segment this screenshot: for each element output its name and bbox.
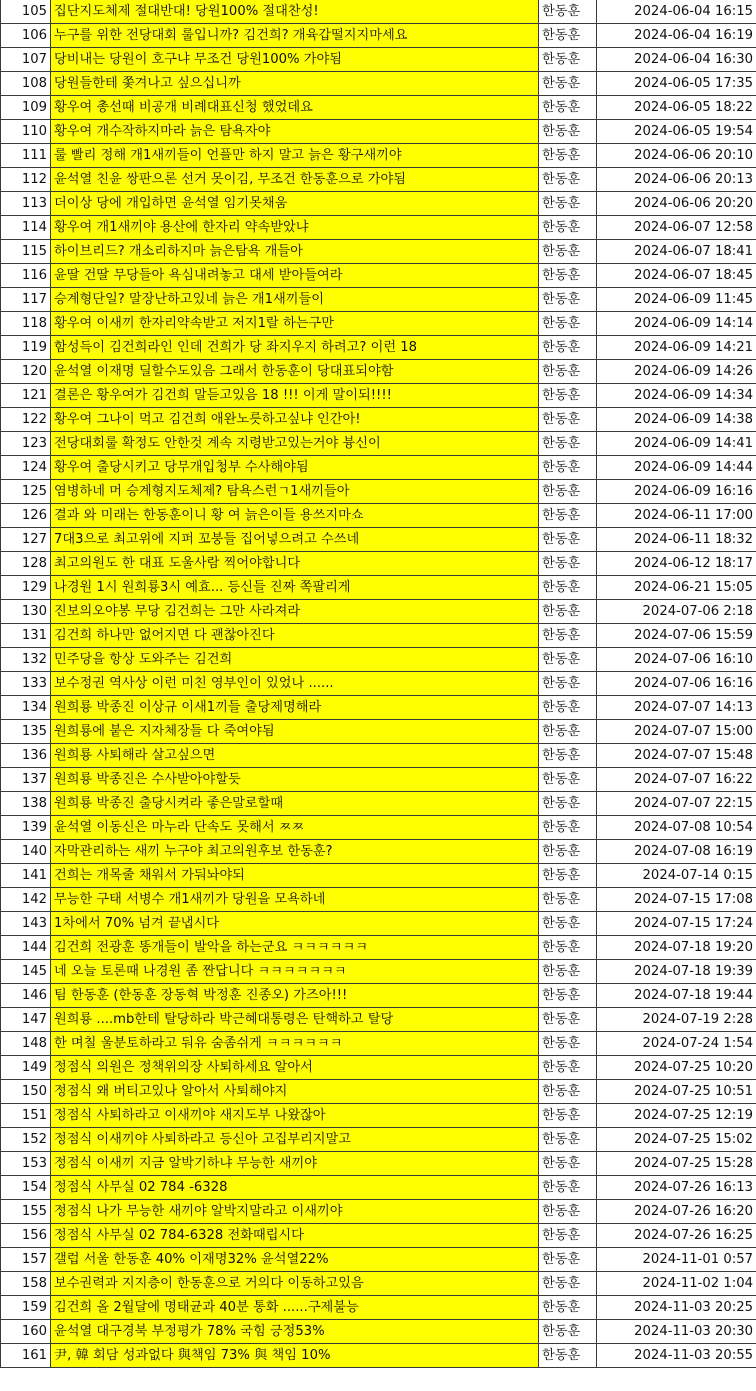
timestamp-cell: 2024-06-05 17:35 (597, 72, 756, 96)
table-row (1, 624, 756, 648)
timestamp-cell: 2024-07-07 14:13 (597, 696, 756, 720)
comment-text-cell: 누구를 위한 전당대회 룰입니까? 김건희? 개육갑떨지지마세요 (51, 24, 539, 48)
timestamp-cell: 2024-07-06 16:16 (597, 672, 756, 696)
author-name-cell: 한동훈 (539, 0, 597, 24)
timestamp-cell: 2024-06-04 16:19 (597, 24, 756, 48)
table-row (1, 24, 756, 48)
table-row (1, 1224, 756, 1248)
timestamp-cell: 2024-06-04 16:30 (597, 48, 756, 72)
comment-text-cell: 더이상 당에 개입하면 윤석열 임기못채움 (51, 192, 539, 216)
table-row (1, 744, 756, 768)
author-name-cell: 한동훈 (539, 1008, 597, 1032)
table-row (1, 1296, 756, 1320)
table-row (1, 984, 756, 1008)
timestamp-cell: 2024-07-07 15:48 (597, 744, 756, 768)
author-name-cell: 한동훈 (539, 888, 597, 912)
row-number-cell: 146 (1, 984, 51, 1008)
comment-text-cell: 원희룡에 붙은 지자체장들 다 죽여야됨 (51, 720, 539, 744)
timestamp-cell: 2024-06-05 18:22 (597, 96, 756, 120)
timestamp-cell: 2024-06-04 16:15 (597, 0, 756, 24)
row-number-cell: 125 (1, 480, 51, 504)
table-row (1, 1344, 756, 1368)
author-name-cell: 한동훈 (539, 480, 597, 504)
comment-text-cell: 황우여 그나이 먹고 김건희 애완노릇하고싶냐 인간아! (51, 408, 539, 432)
timestamp-cell: 2024-07-18 19:20 (597, 936, 756, 960)
comment-text-cell: 정점식 왜 버티고있나 알아서 사퇴해야지 (51, 1080, 539, 1104)
row-number-cell: 158 (1, 1272, 51, 1296)
row-number-cell: 137 (1, 768, 51, 792)
table-row (1, 408, 756, 432)
row-number-cell: 145 (1, 960, 51, 984)
author-name-cell: 한동훈 (539, 120, 597, 144)
author-name-cell: 한동훈 (539, 240, 597, 264)
timestamp-cell: 2024-06-07 18:45 (597, 264, 756, 288)
timestamp-cell: 2024-06-06 20:20 (597, 192, 756, 216)
author-name-cell: 한동훈 (539, 384, 597, 408)
author-name-cell: 한동훈 (539, 96, 597, 120)
comment-text-cell: 황우여 출당시키고 당무개입청부 수사해야됨 (51, 456, 539, 480)
row-number-cell: 116 (1, 264, 51, 288)
comment-text-cell: 정점식 이새끼 지금 알박기하냐 무능한 새끼야 (51, 1152, 539, 1176)
row-number-cell: 127 (1, 528, 51, 552)
table-row (1, 1032, 756, 1056)
table-row (1, 840, 756, 864)
row-number-cell: 151 (1, 1104, 51, 1128)
comment-text-cell: 황우여 이새끼 한자리약속받고 저지1랄 하는구만 (51, 312, 539, 336)
row-number-cell: 152 (1, 1128, 51, 1152)
comment-text-cell: 건희는 개목줄 채워서 가둬놔야되 (51, 864, 539, 888)
comment-text-cell: 원희룡 박종진 출당시켜라 좋은말로할때 (51, 792, 539, 816)
timestamp-cell: 2024-06-12 18:17 (597, 552, 756, 576)
timestamp-cell: 2024-07-07 22:15 (597, 792, 756, 816)
timestamp-cell: 2024-07-07 16:22 (597, 768, 756, 792)
row-number-cell: 139 (1, 816, 51, 840)
timestamp-cell: 2024-11-03 20:30 (597, 1320, 756, 1344)
row-number-cell: 154 (1, 1176, 51, 1200)
row-number-cell: 108 (1, 72, 51, 96)
table-row (1, 312, 756, 336)
table-row (1, 960, 756, 984)
row-number-cell: 115 (1, 240, 51, 264)
table-row (1, 864, 756, 888)
comment-text-cell: 원희룡 박종진은 수사받아야할듯 (51, 768, 539, 792)
author-name-cell: 한동훈 (539, 408, 597, 432)
author-name-cell: 한동훈 (539, 720, 597, 744)
timestamp-cell: 2024-07-25 10:20 (597, 1056, 756, 1080)
comment-text-cell: 진보의오야봉 무당 김건희는 그만 사라져라 (51, 600, 539, 624)
comment-text-cell: 정점식 사무실 02 784-6328 전화때립시다 (51, 1224, 539, 1248)
author-name-cell: 한동훈 (539, 288, 597, 312)
timestamp-cell: 2024-11-02 1:04 (597, 1272, 756, 1296)
row-number-cell: 135 (1, 720, 51, 744)
author-name-cell: 한동훈 (539, 360, 597, 384)
row-number-cell: 112 (1, 168, 51, 192)
table-row (1, 696, 756, 720)
author-name-cell: 한동훈 (539, 1176, 597, 1200)
table-row (1, 0, 756, 24)
author-name-cell: 한동훈 (539, 264, 597, 288)
table-row (1, 336, 756, 360)
author-name-cell: 한동훈 (539, 792, 597, 816)
row-number-cell: 117 (1, 288, 51, 312)
comment-text-cell: 황우여 개1새끼야 용산에 한자리 약속받았냐 (51, 216, 539, 240)
row-number-cell: 150 (1, 1080, 51, 1104)
comment-text-cell: 네 오늘 토론때 나경원 좀 짠답니다 ㅋㅋㅋㅋㅋㅋㅋ (51, 960, 539, 984)
comment-text-cell: 윤석열 이재명 딜할수도있음 그래서 한동훈이 당대표되야함 (51, 360, 539, 384)
author-name-cell: 한동훈 (539, 1320, 597, 1344)
row-number-cell: 122 (1, 408, 51, 432)
comment-text-cell: 보수권력과 지지층이 한동훈으로 거의다 이동하고있음 (51, 1272, 539, 1296)
table-row (1, 216, 756, 240)
comment-text-cell: 결론은 황우여가 김건희 말듣고있음 18 !!! 이게 말이되!!!! (51, 384, 539, 408)
table-row (1, 1008, 756, 1032)
row-number-cell: 153 (1, 1152, 51, 1176)
row-number-cell: 140 (1, 840, 51, 864)
timestamp-cell: 2024-07-06 2:18 (597, 600, 756, 624)
table-row (1, 1128, 756, 1152)
timestamp-cell: 2024-07-25 15:02 (597, 1128, 756, 1152)
comment-text-cell: 정점식 사퇴하라고 이새끼야 새지도부 나왔잖아 (51, 1104, 539, 1128)
timestamp-cell: 2024-06-07 12:58 (597, 216, 756, 240)
author-name-cell: 한동훈 (539, 768, 597, 792)
row-number-cell: 130 (1, 600, 51, 624)
table-row (1, 648, 756, 672)
author-name-cell: 한동훈 (539, 576, 597, 600)
comment-text-cell: 민주당을 항상 도와주는 김건희 (51, 648, 539, 672)
timestamp-cell: 2024-06-09 14:41 (597, 432, 756, 456)
row-number-cell: 119 (1, 336, 51, 360)
comment-log-body (1, 0, 756, 1368)
row-number-cell: 118 (1, 312, 51, 336)
table-row (1, 576, 756, 600)
comment-text-cell: 윤석열 대구경북 부정평가 78% 국힘 긍정53% (51, 1320, 539, 1344)
row-number-cell: 128 (1, 552, 51, 576)
table-row (1, 192, 756, 216)
row-number-cell: 161 (1, 1344, 51, 1368)
table-row (1, 1176, 756, 1200)
comment-text-cell: 김건희 하나만 없어지면 다 괜찮아진다 (51, 624, 539, 648)
author-name-cell: 한동훈 (539, 840, 597, 864)
row-number-cell: 109 (1, 96, 51, 120)
comment-text-cell: 윤석열 친윤 쌍판으론 선거 못이김, 무조건 한동훈으로 가야됨 (51, 168, 539, 192)
table-row (1, 240, 756, 264)
comment-text-cell: 김건희 올 2월달에 명태균과 40분 통화 ......구제불능 (51, 1296, 539, 1320)
row-number-cell: 113 (1, 192, 51, 216)
author-name-cell: 한동훈 (539, 1056, 597, 1080)
comment-text-cell: 정점식 나가 무능한 새끼야 알박지말라고 이새끼야 (51, 1200, 539, 1224)
timestamp-cell: 2024-07-18 19:39 (597, 960, 756, 984)
table-row (1, 600, 756, 624)
timestamp-cell: 2024-06-06 20:13 (597, 168, 756, 192)
comment-text-cell: 한 며칠 울분토하라고 둬유 숨좀쉬게 ㅋㅋㅋㅋㅋㅋ (51, 1032, 539, 1056)
timestamp-cell: 2024-07-15 17:08 (597, 888, 756, 912)
timestamp-cell: 2024-07-06 15:59 (597, 624, 756, 648)
author-name-cell: 한동훈 (539, 1152, 597, 1176)
comment-text-cell: 황우여 개수작하지마라 늙은 탐욕자야 (51, 120, 539, 144)
author-name-cell: 한동훈 (539, 312, 597, 336)
row-number-cell: 107 (1, 48, 51, 72)
timestamp-cell: 2024-06-09 14:21 (597, 336, 756, 360)
comment-text-cell: 최고의원도 한 대표 도울사람 찍어야합니다 (51, 552, 539, 576)
table-row (1, 1152, 756, 1176)
row-number-cell: 106 (1, 24, 51, 48)
timestamp-cell: 2024-06-09 14:34 (597, 384, 756, 408)
author-name-cell: 한동훈 (539, 216, 597, 240)
row-number-cell: 142 (1, 888, 51, 912)
author-name-cell: 한동훈 (539, 432, 597, 456)
table-row (1, 504, 756, 528)
row-number-cell: 129 (1, 576, 51, 600)
comment-text-cell: 함성득이 김건희라인 인데 건희가 당 좌지우지 하려고? 이런 18 (51, 336, 539, 360)
author-name-cell: 한동훈 (539, 624, 597, 648)
author-name-cell: 한동훈 (539, 1080, 597, 1104)
timestamp-cell: 2024-06-06 20:10 (597, 144, 756, 168)
author-name-cell: 한동훈 (539, 1296, 597, 1320)
table-row (1, 1248, 756, 1272)
timestamp-cell: 2024-11-03 20:25 (597, 1296, 756, 1320)
timestamp-cell: 2024-11-03 20:55 (597, 1344, 756, 1368)
table-row (1, 72, 756, 96)
comment-text-cell: 윤딸 건딸 무당들아 욕심내려놓고 대세 받아들여라 (51, 264, 539, 288)
author-name-cell: 한동훈 (539, 648, 597, 672)
author-name-cell: 한동훈 (539, 192, 597, 216)
table-row (1, 888, 756, 912)
author-name-cell: 한동훈 (539, 1248, 597, 1272)
row-number-cell: 160 (1, 1320, 51, 1344)
comment-text-cell: 7대3으로 최고위에 지퍼 꼬붕들 집어넣으려고 수쓰네 (51, 528, 539, 552)
author-name-cell: 한동훈 (539, 1128, 597, 1152)
row-number-cell: 147 (1, 1008, 51, 1032)
timestamp-cell: 2024-06-11 18:32 (597, 528, 756, 552)
author-name-cell: 한동훈 (539, 48, 597, 72)
timestamp-cell: 2024-06-09 14:26 (597, 360, 756, 384)
comment-text-cell: 정점식 이새끼야 사퇴하라고 등신아 고집부리지말고 (51, 1128, 539, 1152)
table-row (1, 768, 756, 792)
row-number-cell: 141 (1, 864, 51, 888)
comment-text-cell: 결과 와 미래는 한동훈이니 황 여 늙은이들 용쓰지마쇼 (51, 504, 539, 528)
timestamp-cell: 2024-06-09 16:16 (597, 480, 756, 504)
comment-text-cell: 무능한 구태 서병수 개1새끼가 당원을 모욕하네 (51, 888, 539, 912)
author-name-cell: 한동훈 (539, 1032, 597, 1056)
comment-text-cell: 원희룡 ....mb한테 탈당하라 박근혜대통령은 탄핵하고 탈당 (51, 1008, 539, 1032)
table-row (1, 48, 756, 72)
comment-text-cell: 염병하네 머 승계형지도체제? 탐욕스런ㄱ1새끼들아 (51, 480, 539, 504)
table-row (1, 432, 756, 456)
row-number-cell: 105 (1, 0, 51, 24)
author-name-cell: 한동훈 (539, 864, 597, 888)
row-number-cell: 134 (1, 696, 51, 720)
table-row (1, 816, 756, 840)
comment-text-cell: 보수정권 역사상 이런 미친 영부인이 있었나 ...... (51, 672, 539, 696)
table-row (1, 936, 756, 960)
timestamp-cell: 2024-07-07 15:00 (597, 720, 756, 744)
timestamp-cell: 2024-07-25 12:19 (597, 1104, 756, 1128)
table-row (1, 1320, 756, 1344)
timestamp-cell: 2024-07-18 19:44 (597, 984, 756, 1008)
row-number-cell: 132 (1, 648, 51, 672)
comment-text-cell: 정점식 사무실 02 784 -6328 (51, 1176, 539, 1200)
author-name-cell: 한동훈 (539, 936, 597, 960)
timestamp-cell: 2024-06-11 17:00 (597, 504, 756, 528)
table-row (1, 672, 756, 696)
author-name-cell: 한동훈 (539, 1344, 597, 1368)
row-number-cell: 148 (1, 1032, 51, 1056)
row-number-cell: 144 (1, 936, 51, 960)
timestamp-cell: 2024-07-26 16:20 (597, 1200, 756, 1224)
comment-text-cell: 원희룡 사퇴해라 살고싶으면 (51, 744, 539, 768)
timestamp-cell: 2024-06-21 15:05 (597, 576, 756, 600)
comment-text-cell: 전당대회룰 확정도 안한것 계속 지령받고있는거야 븅신이 (51, 432, 539, 456)
table-row (1, 384, 756, 408)
author-name-cell: 한동훈 (539, 336, 597, 360)
table-row (1, 480, 756, 504)
timestamp-cell: 2024-07-25 15:28 (597, 1152, 756, 1176)
row-number-cell: 123 (1, 432, 51, 456)
row-number-cell: 110 (1, 120, 51, 144)
table-row (1, 1080, 756, 1104)
timestamp-cell: 2024-06-09 14:38 (597, 408, 756, 432)
table-row (1, 528, 756, 552)
timestamp-cell: 2024-07-08 16:19 (597, 840, 756, 864)
table-row (1, 168, 756, 192)
comment-text-cell: 원희룡 박종진 이상규 이새1끼들 출당제명해라 (51, 696, 539, 720)
table-row (1, 552, 756, 576)
comment-text-cell: 윤석열 이동신은 마누라 단속도 못해서 ㅉㅉ (51, 816, 539, 840)
row-number-cell: 138 (1, 792, 51, 816)
comment-text-cell: 황우여 총선때 비공개 비례대표신청 했었데요 (51, 96, 539, 120)
author-name-cell: 한동훈 (539, 744, 597, 768)
row-number-cell: 120 (1, 360, 51, 384)
row-number-cell: 124 (1, 456, 51, 480)
timestamp-cell: 2024-07-26 16:13 (597, 1176, 756, 1200)
timestamp-cell: 2024-07-24 1:54 (597, 1032, 756, 1056)
author-name-cell: 한동훈 (539, 960, 597, 984)
comment-text-cell: 尹, 韓 회담 성과없다 與책임 73% 與 책임 10% (51, 1344, 539, 1368)
timestamp-cell: 2024-06-09 14:44 (597, 456, 756, 480)
author-name-cell: 한동훈 (539, 984, 597, 1008)
comment-text-cell: 자막관리하는 새끼 누구야 최고의원후보 한동훈? (51, 840, 539, 864)
timestamp-cell: 2024-06-05 19:54 (597, 120, 756, 144)
author-name-cell: 한동훈 (539, 672, 597, 696)
comment-text-cell: 하이브리드? 개소리하지마 늙은탐욕 개들아 (51, 240, 539, 264)
row-number-cell: 155 (1, 1200, 51, 1224)
author-name-cell: 한동훈 (539, 552, 597, 576)
row-number-cell: 114 (1, 216, 51, 240)
comment-text-cell: 팀 한동훈 (한동훈 장동혁 박정훈 진종오) 가즈아!!! (51, 984, 539, 1008)
comment-text-cell: 룰 빨리 정해 개1새끼들이 언플만 하지 말고 늙은 황구새끼야 (51, 144, 539, 168)
comment-text-cell: 승계형단일? 말장난하고있네 늙은 개1새끼들이 (51, 288, 539, 312)
comment-text-cell: 정점식 의원은 정책위의장 사퇴하세요 알아서 (51, 1056, 539, 1080)
author-name-cell: 한동훈 (539, 144, 597, 168)
timestamp-cell: 2024-07-26 16:25 (597, 1224, 756, 1248)
row-number-cell: 157 (1, 1248, 51, 1272)
table-row (1, 288, 756, 312)
comment-text-cell: 당비내는 당원이 호구냐 무조건 당원100% 가야됨 (51, 48, 539, 72)
timestamp-cell: 2024-06-07 18:41 (597, 240, 756, 264)
comment-text-cell: 당원들한테 쫓겨나고 싶으십니까 (51, 72, 539, 96)
table-row (1, 120, 756, 144)
author-name-cell: 한동훈 (539, 1104, 597, 1128)
row-number-cell: 111 (1, 144, 51, 168)
comment-text-cell: 갤럽 서울 한동훈 40% 이재명32% 윤석열22% (51, 1248, 539, 1272)
author-name-cell: 한동훈 (539, 912, 597, 936)
comment-text-cell: 집단지도체제 절대반대! 당원100% 절대찬성! (51, 0, 539, 24)
table-row (1, 1200, 756, 1224)
table-row (1, 144, 756, 168)
timestamp-cell: 2024-06-09 14:14 (597, 312, 756, 336)
table-row (1, 96, 756, 120)
row-number-cell: 156 (1, 1224, 51, 1248)
author-name-cell: 한동훈 (539, 816, 597, 840)
timestamp-cell: 2024-11-01 0:57 (597, 1248, 756, 1272)
row-number-cell: 149 (1, 1056, 51, 1080)
timestamp-cell: 2024-07-06 16:10 (597, 648, 756, 672)
row-number-cell: 131 (1, 624, 51, 648)
author-name-cell: 한동훈 (539, 528, 597, 552)
row-number-cell: 159 (1, 1296, 51, 1320)
comment-text-cell: 1차에서 70% 넘겨 끝냅시다 (51, 912, 539, 936)
comment-text-cell: 김건희 전광훈 똥개들이 발악을 하는군요 ㅋㅋㅋㅋㅋㅋ (51, 936, 539, 960)
author-name-cell: 한동훈 (539, 168, 597, 192)
table-row (1, 264, 756, 288)
timestamp-cell: 2024-07-15 17:24 (597, 912, 756, 936)
row-number-cell: 126 (1, 504, 51, 528)
table-row (1, 720, 756, 744)
table-row (1, 792, 756, 816)
timestamp-cell: 2024-07-08 10:54 (597, 816, 756, 840)
comment-text-cell: 나경원 1시 원희룡3시 예효... 등신들 진짜 쪽팔리게 (51, 576, 539, 600)
author-name-cell: 한동훈 (539, 72, 597, 96)
table-row (1, 1272, 756, 1296)
table-row (1, 1104, 756, 1128)
table-row (1, 1056, 756, 1080)
author-name-cell: 한동훈 (539, 600, 597, 624)
table-row (1, 912, 756, 936)
author-name-cell: 한동훈 (539, 1224, 597, 1248)
row-number-cell: 133 (1, 672, 51, 696)
timestamp-cell: 2024-07-14 0:15 (597, 864, 756, 888)
row-number-cell: 143 (1, 912, 51, 936)
author-name-cell: 한동훈 (539, 456, 597, 480)
author-name-cell: 한동훈 (539, 1272, 597, 1296)
row-number-cell: 121 (1, 384, 51, 408)
timestamp-cell: 2024-07-19 2:28 (597, 1008, 756, 1032)
author-name-cell: 한동훈 (539, 1200, 597, 1224)
timestamp-cell: 2024-06-09 11:45 (597, 288, 756, 312)
author-name-cell: 한동훈 (539, 24, 597, 48)
table-row (1, 456, 756, 480)
table-row (1, 360, 756, 384)
author-name-cell: 한동훈 (539, 504, 597, 528)
timestamp-cell: 2024-07-25 10:51 (597, 1080, 756, 1104)
author-name-cell: 한동훈 (539, 696, 597, 720)
row-number-cell: 136 (1, 744, 51, 768)
